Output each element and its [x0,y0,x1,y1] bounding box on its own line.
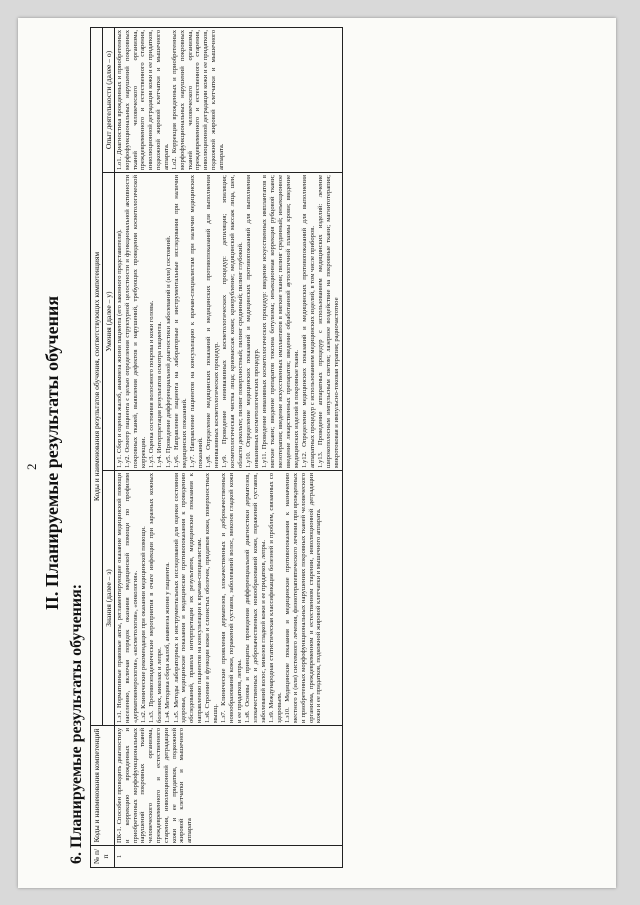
skill-item: 1.у7. Направление пациентов на консультацию к врачам-специалистам при наличии медицинских показаний. [189,175,204,468]
header-num: № п/п [91,846,115,868]
skill-item: 1.у9. Проведение неинвазивных косметологических процедур: депиляция; эпиляция; косметологическая чистка лица; криомассаж кожи; криорубление; медицинский массаж лица, шеи, области декольте; пилинг поверхностный; пилинг срединный; пилинг глубокий. [221,175,244,468]
knowledge-item: 1.з2. Клинические рекомендации при оказании медицинской помощи. [139,526,147,723]
knowledge-item: 1.з3. Противоэпидемические мероприятия в очаге инфекции при заразных кожных болезнях, микозах и лепре. [148,473,163,723]
knowledge-item: 1.з1. Нормативные правовые акты, регламентирующие оказание медицинской помощи населению, включая порядок оказания медицинской помощи по профилям «дерматовенерология», «косметология», «онкология». [116,473,139,723]
skill-item: 1.у8. Определение медицинских показаний и медицинских противопоказаний для выполнения неинвазивных косметологических процедур. [205,175,221,468]
competence-cell [115,726,343,846]
experience-cell [115,28,343,173]
page-number: 2 [24,463,39,470]
skill-item: 1.у13. Проведение аппаратных процедур с использованием медицинских изделий: лечение широкополосным импульсным светом; лазерное воздействие на покровные ткани; магнитотерапия; микротоковая и импульсно-токовая терапия; радиочастотное [316,175,340,468]
knowledge-item: 1.з5. Методы лабораторных и инструментальных исследований для оценки состояния здоровья, медицинские показания и медицинские противопоказания к проведению обследований, правила интерпретации их результатов, медицинские показания к направлению пациентов на консультации к врачам-специалистам. [172,473,203,723]
skill-item: 1.у5. Проведение дифференциальной диагностики заболеваний и (или) состояний. [164,235,172,468]
header-knowledge: Знания (далее – з) [103,471,115,726]
rotated-content [18,18,616,888]
document-page [18,18,616,888]
knowledge-item: 1.з10. Медицинские показания и медицинские противопоказания к назначению местного и (или) системного лечения, физиотерапевтического лечения при врожденных и приобретенных морфофункциональных нарушениях покровных тканей человеческого организма, преждевременном и естественном старении, инволюционной деградации кожи и ее придатков, подкожной жировой клетчатки и мышечного аппарата. [284,473,323,723]
header-skills: Умения (далее – у) [103,173,115,471]
subsection-title: 6. Планируемые результаты обучения: [68,583,85,864]
knowledge-item: 1.з9. Международная статистическая классификация болезней и проблем, связанных со здоровьем. [268,473,283,723]
skill-item: 1.у6. Направление пациента на лабораторные и инструментальные исследования при наличии медицинских показаний. [173,175,188,468]
skill-item: 1.у11. Проведение инвазивных косметологических процедур: введение искусственных имплантатов в мягкие ткани; введение препаратов токсина ботулизма; инъекционная коррекция рубцовой ткани; мезотерапия; введение искусственных имплантатов в мягкие ткани; пилинг срединный; инъекционное введение лекарственных препаратов; введение обработанной аутологичной плазмы крови; введение медицинских изделий в покровные ткани. [261,175,300,468]
skill-item: 1.у3. Оценка состояния волосяного покрова и кожи головы. [148,300,156,468]
skill-item: 1.у4. Интерпретация результатов осмотра пациента. [156,321,164,468]
learning-outcomes-table [90,27,343,868]
experience-item: 1.о1. Диагностика врожденных и приобретенных морфофункциональных нарушений покровных тканей человеческого организма, преждевременного и естественного старения, инволюционной деградации кожи и ее придатков, подкожной жировой клетчатки и мышечного аппарата. [116,30,170,170]
knowledge-item: 1.з8. Основы и принципы проведения дифференциальной диагностики дерматозов, злокачественных и доброкачественных новообразований кожи, поражений суставов, заболеваний волос, микозов гладкой кожи и ее придатков, лепры. [244,473,267,723]
table-header-row [91,28,103,868]
competence-text: ПК-1. Способен проводить диагностику и коррекцию врожденных и приобретенных морфофункциональных нарушений покровных тканей человеческого организма, преждевременного и естественного старения, инволюционной деградации кожи и ее придатков, подкожной жировой клетчатки и мышечного аппарата [116,728,194,843]
skills-cell [115,173,343,471]
skill-item: 1.у2. Осмотр пациента с целью определения структурной целостности и функциональной активности покровных тканей, выявления дефектов и нарушений, требующих проведения косметологической коррекции. [124,175,147,468]
header-experience: Опыт деятельности (далее – о) [103,28,115,173]
knowledge-item: 1.з6. Строение и функции кожи и слизистых оболочек, придатков кожи, поверхностных мышц. [204,473,220,723]
header-group: Коды и наименования результатов обучения, соответствующих компетенциям [91,28,103,726]
knowledge-item: 1.з7. Клинические проявления дерматозов, злокачественных и доброкачественных новообразований кожи, поражений суставов, заболеваний волос, микозов гладкой кожи и ее придатков, лепры. [220,473,243,723]
table-row [115,28,343,868]
experience-item: 1.о2. Коррекция врожденных и приобретенных морфофункциональных нарушений покровных тканей человеческого организма, преждевременного и естественного старения, инволюционной деградации кожи и ее придатков, подкожной жировой клетчатки и мышечного аппарата. [171,30,225,170]
row-number: 1 [115,846,343,868]
section-title: II. Планируемые результаты обучения [42,295,62,611]
knowledge-item: 1.з4. Методика сбора жалоб, анамнеза жизни у пациента. [164,562,172,723]
skill-item: 1.у12. Определение медицинских показаний и медицинских противопоказаний для выполнения аппаратных процедур с использованием медицинских изделий, в том числе приборов. [300,175,316,468]
knowledge-cell [115,471,343,726]
skill-item: 1.у1. Сбор и оценка жалоб, анамнеза жизни пациента (его законного представителя). [116,229,123,468]
header-codes: Коды и наименования компетенций [91,726,115,846]
skill-item: 1.у10. Определение медицинских показаний и медицинских противопоказаний для выполнения инвазивных косметологических процедур. [245,175,261,468]
